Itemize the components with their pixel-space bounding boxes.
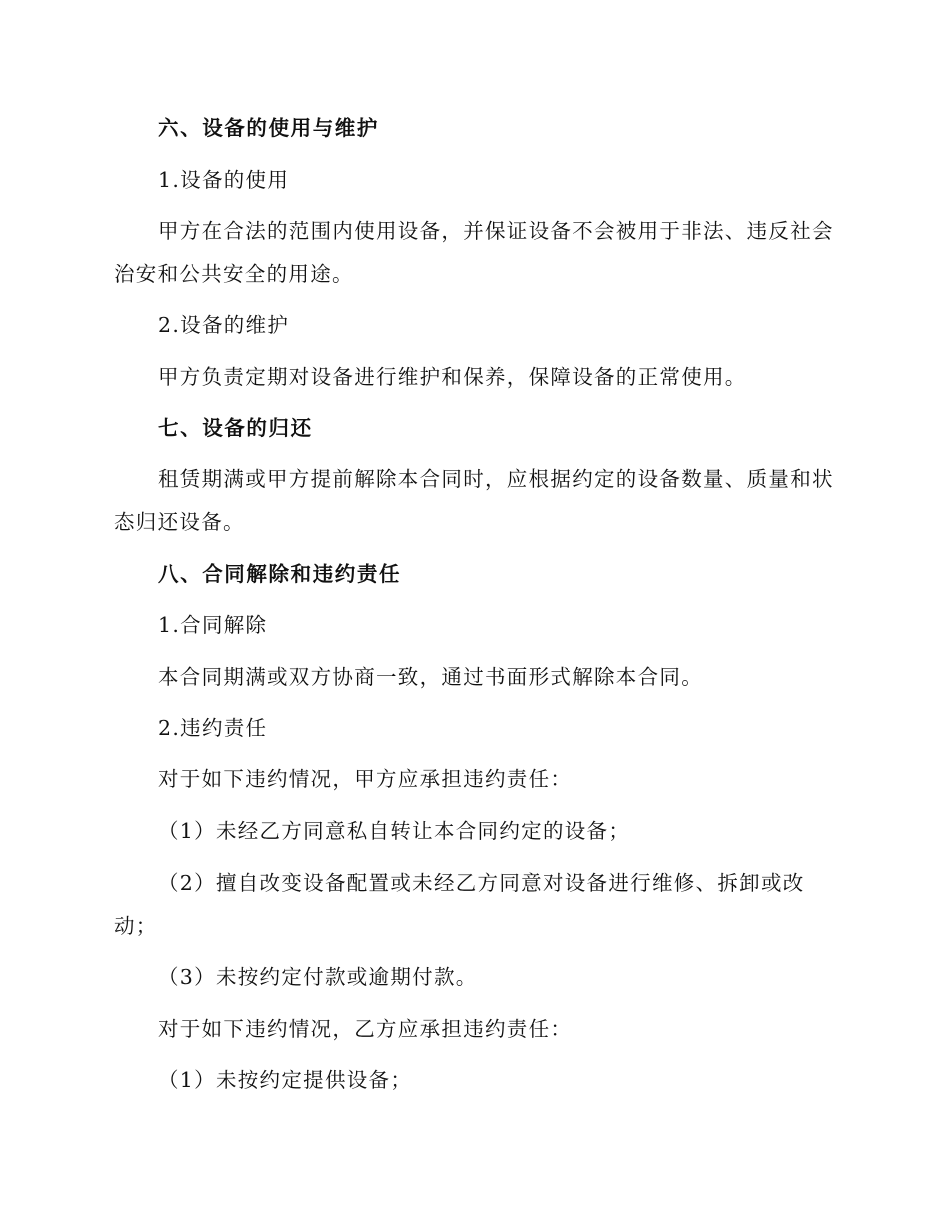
subsection-heading: 1.设备的使用 (158, 168, 290, 192)
section-heading: 七、设备的归还 (158, 416, 313, 440)
paragraph-line: 态归还设备。 (114, 510, 245, 534)
paragraph-line: 对于如下违约情况，甲方应承担违约责任： (158, 767, 573, 791)
paragraph-line: 对于如下违约情况，乙方应承担违约责任： (158, 1017, 573, 1041)
subsection-heading: 2.违约责任 (158, 716, 268, 740)
list-item: （1）未经乙方同意私自转让本合同约定的设备； (158, 819, 631, 843)
paragraph-line: 甲方在合法的范围内使用设备，并保证设备不会被用于非法、违反社会 (158, 219, 834, 243)
section-heading: 八、合同解除和违约责任 (158, 562, 402, 586)
section-heading: 六、设备的使用与维护 (158, 116, 379, 140)
list-item: （3）未按约定付款或逾期付款。 (158, 965, 478, 989)
subsection-heading: 2.设备的维护 (158, 313, 290, 337)
paragraph-line: 本合同期满或双方协商一致，通过书面形式解除本合同。 (158, 665, 703, 689)
list-item: （2）擅自改变设备配置或未经乙方同意对设备进行维修、拆卸或改 (158, 871, 805, 895)
list-item-continuation: 动； (114, 914, 158, 938)
subsection-heading: 1.合同解除 (158, 613, 268, 637)
paragraph-line: 治安和公共安全的用途。 (114, 262, 354, 286)
paragraph-line: 租赁期满或甲方提前解除本合同时，应根据约定的设备数量、质量和状 (158, 467, 834, 491)
list-item: （1）未按约定提供设备； (158, 1068, 413, 1092)
paragraph-line: 甲方负责定期对设备进行维护和保养，保障设备的正常使用。 (158, 365, 747, 389)
